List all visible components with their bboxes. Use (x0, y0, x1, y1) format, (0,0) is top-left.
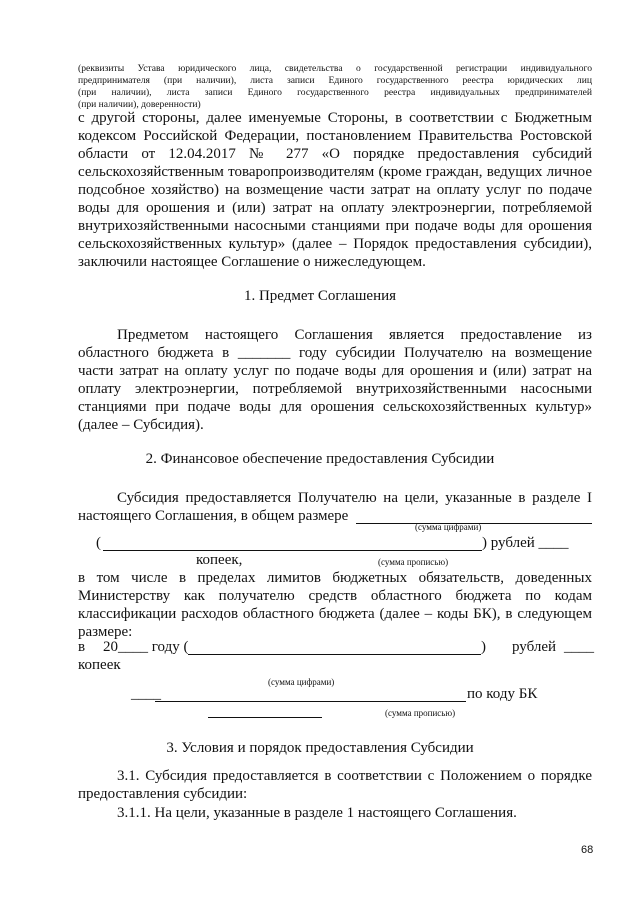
year-row-year: 20____ году ( (103, 639, 189, 655)
bk-prefix: ____ (131, 686, 161, 702)
section1-line: (далее – Субсидия). (78, 417, 204, 433)
section3-line: 3.1. Субсидия предоставляется в соответствии с Положением о порядке (117, 768, 592, 784)
section1-line: оплату электроэнергии, потребляемой внутрихозяйственными насосными (78, 381, 592, 397)
section3-line: предоставления субсидии: (78, 786, 248, 802)
section2-line: размере: (78, 624, 133, 640)
section2-line: в том числе в пределах лимитов бюджетных обязательств, доведенных (78, 570, 592, 586)
kopecks-label: копеек, (196, 552, 243, 568)
caption-digits: (сумма цифрами) (415, 522, 482, 532)
intro-line: сельскохозяйственных культур» (далее – Порядок предоставления субсидии), (78, 236, 592, 252)
section1-line: областного бюджета в _______ году субсидии Получателю на возмещение (78, 345, 592, 361)
rubles-label: ) рублей ____ (482, 535, 569, 551)
page-number: 68 (581, 844, 594, 856)
section1-line: части затрат на оплату услуг по подаче воды для орошения и (или) затрат на (78, 363, 592, 379)
section2-line: настоящего Соглашения, в общем размере (78, 508, 349, 524)
top-note-line: (реквизиты Устава юридического лица, свидетельства о государственной регистрации индивидуального (78, 63, 592, 74)
intro-line: заключили настоящее Соглашение о нижеследующем. (78, 254, 426, 270)
year-row-rubles: рублей (512, 639, 557, 655)
bk-words-field[interactable] (208, 717, 322, 718)
kopecks2-label: копеек (78, 657, 121, 673)
top-note-line: предпринимателя (при наличии), листа записи Единого государственного реестра юридических лиц (78, 75, 592, 86)
intro-line: кодексом Российской Федерации, постановлением Правительства Ростовской (78, 128, 592, 144)
intro-line: воды для орошения и (или) затрат на оплату электроэнергии, потребляемой (78, 200, 592, 216)
caption-words2: (сумма прописью) (385, 708, 456, 718)
caption-digits2: (сумма цифрами) (268, 677, 335, 687)
section2-heading: 2. Финансовое обеспечение предоставления Субсидии (145, 451, 495, 467)
year-amount-field[interactable] (188, 654, 481, 655)
section2-line: Субсидия предоставляется Получателю на цели, указанные в разделе I (117, 490, 592, 506)
top-note-line: (при наличии), листа записи Единого государственного реестра индивидуальных предпринимателей (78, 87, 592, 98)
intro-line: области от 12.04.2017 № 277 «О порядке предоставления субсидий (78, 146, 592, 162)
bk-amount-field[interactable] (155, 701, 466, 702)
section2-line: классификации расходов областного бюджета (далее – коды БК), в следующем (78, 606, 592, 622)
section1-heading: 1. Предмет Соглашения (243, 288, 397, 304)
intro-line: с другой стороны, далее именуемые Стороны, в соответствии с Бюджетным (78, 110, 592, 126)
bk-suffix: по коду БК (467, 686, 538, 702)
amount-words-field[interactable] (103, 550, 482, 551)
top-note-line: (при наличии), доверенности) (78, 99, 201, 110)
year-row-close: ) (481, 639, 486, 655)
caption-words: (сумма прописью) (378, 557, 449, 567)
section2-line: Министерству как получателю средств областного бюджета по кодам (78, 588, 592, 604)
intro-line: подсобное хозяйство) на возмещение части затрат на оплату услуг по подаче (78, 182, 592, 198)
intro-line: сельскохозяйственным товаропроизводителям (кроме граждан, ведущих личное (78, 164, 592, 180)
open-paren: ( (96, 535, 101, 551)
year-row-blank: ____ (564, 639, 594, 655)
section3-heading: 3. Условия и порядок предоставления Субсидии (166, 740, 474, 756)
year-row-in: в (78, 639, 86, 655)
section1-line: станциями при подаче воды для орошения сельскохозяйственных культур» (78, 399, 592, 415)
section1-line: Предметом настоящего Соглашения является предоставление из (117, 327, 592, 343)
section3-line: 3.1.1. На цели, указанные в разделе 1 настоящего Соглашения. (117, 805, 517, 821)
intro-line: внутрихозяйственными насосными станциями при подаче воды для орошения (78, 218, 592, 234)
